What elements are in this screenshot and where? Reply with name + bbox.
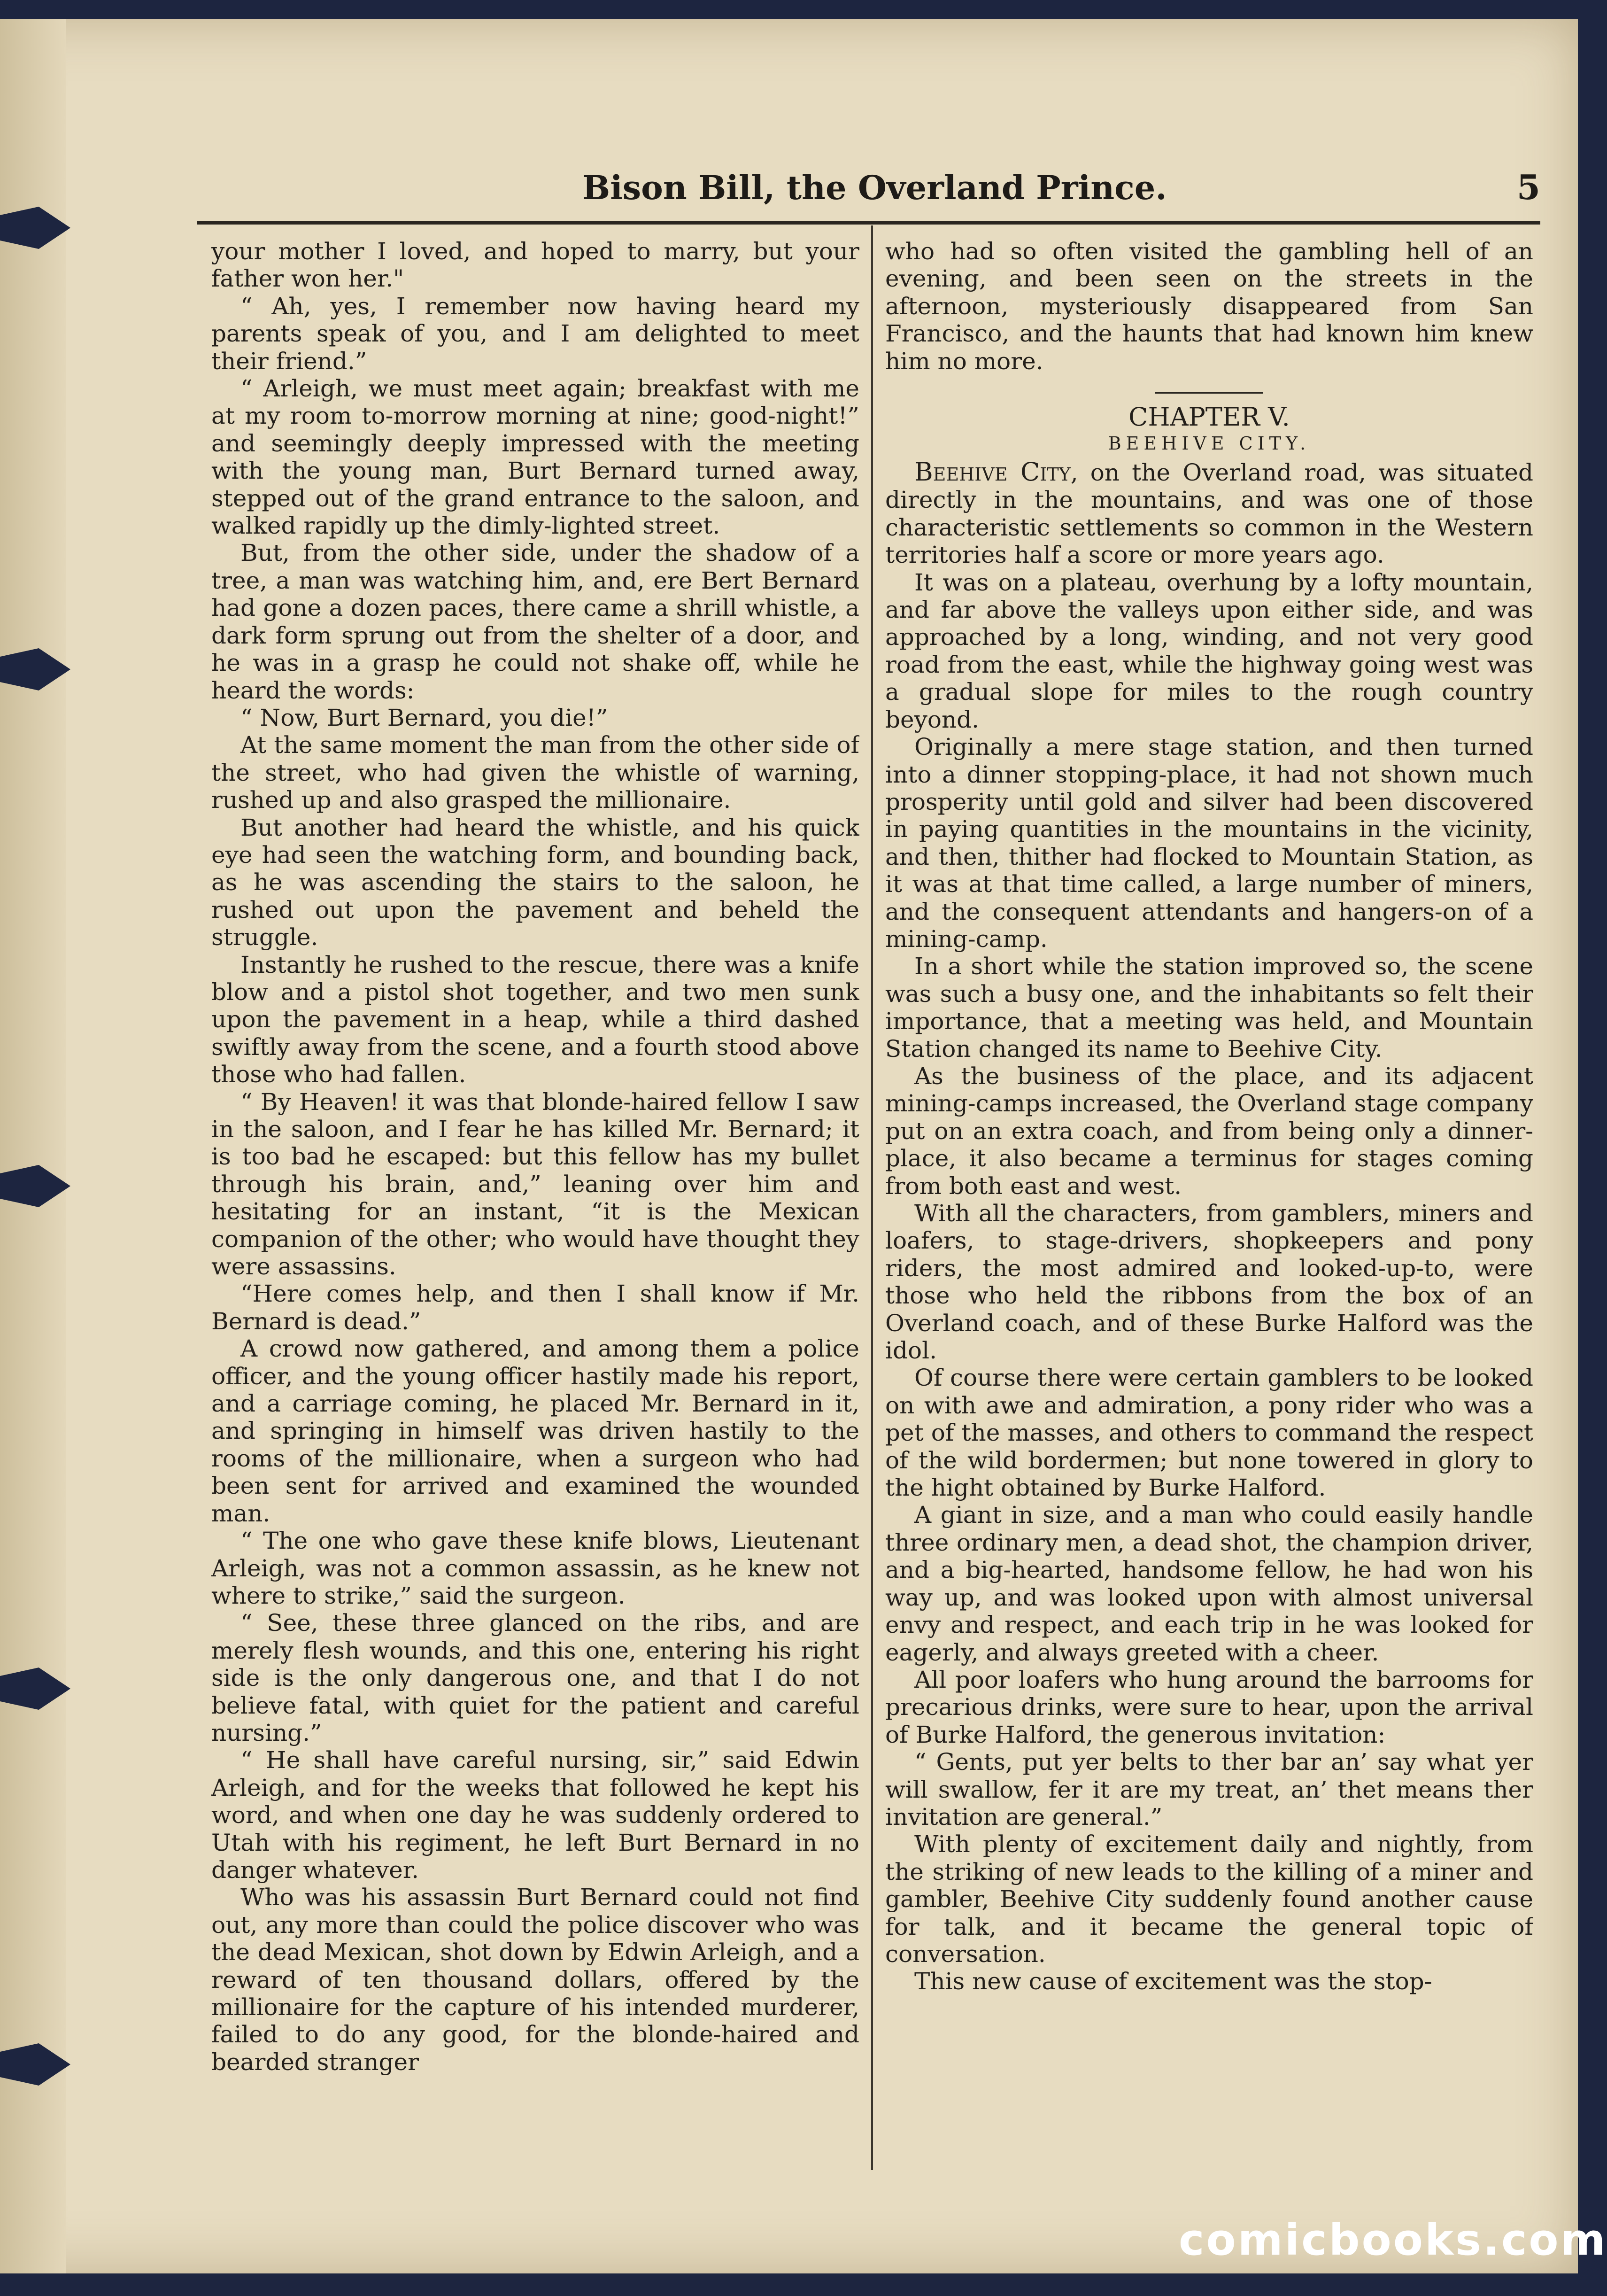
paragraph: “ Ah, yes, I remember now having heard my parents speak of you, and I am delighted to meet their friend.” bbox=[211, 292, 859, 375]
paragraph: A crowd now gathered, and among them a police officer, and the young officer hastily made his report, and a carriage coming, he placed Mr. Bernard in it, and springing in himself was driven hastily to the rooms of the millionaire, when a surgeon who had been sent for arrived and examined the wounded man. bbox=[211, 1335, 859, 1527]
paragraph: your mother I loved, and hoped to marry, but your father won her." bbox=[211, 238, 859, 293]
paragraph: But another had heard the whistle, and his quick eye had seen the watching form, and bounding back, as he was ascending the stairs to the saloon, he rushed out upon the pavement and beheld the struggle. bbox=[211, 814, 859, 951]
paragraph: All poor loafers who hung around the barrooms for precarious drinks, were sure to hear, upon the arrival of Burke Halford, the generous invitation: bbox=[885, 1666, 1533, 1748]
chapter-subtitle: BEEHIVE CITY. bbox=[1108, 433, 1311, 454]
paragraph: who had so often visited the gambling hell of an evening, and been seen on the streets in the afternoon, mysteriously disappeared from San Francisco, and the haunts that had known him knew him no more. bbox=[885, 238, 1533, 375]
page-number: 5 bbox=[1516, 167, 1540, 207]
paragraph: As the business of the place, and its adjacent mining-camps increased, the Overland stage company put on an extra coach, and from being only a dinner-place, it also became a terminus for stages coming from both east and west. bbox=[885, 1062, 1533, 1200]
opening-text: , on the Overland road, was situated directly in the mountains, and was one of those characteristic settlements so common in the Western territories half a score or more years ago. bbox=[885, 459, 1533, 569]
paragraph: Of course there were certain gamblers to be looked on with awe and admiration, a pony rider who was a pet of the masses, and others to command the respect of the wild bordermen; but none towered in glory to the hight obtained by Burke Halford. bbox=[885, 1364, 1533, 1502]
paragraph: Originally a mere stage station, and then turned into a dinner stopping-place, it had not shown much prosperity until gold and silver had been discovered in paying quantities in the mountains in the vicinity, and then, thither had flocked to Mountain Station, as it was at that time called, a large number of miners, and the consequent attendants and hangers-on of a mining-camp. bbox=[885, 733, 1533, 953]
paragraph: “ He shall have careful nursing, sir,” said Edwin Arleigh, and for the weeks that followed he kept his word, and when one day he was suddenly ordered to Utah with his regiment, he left Burt Bernard in no danger whatever. bbox=[211, 1746, 859, 1884]
paragraph: Who was his assassin Burt Bernard could not find out, any more than could the police discover who was the dead Mexican, shot down by Edwin Arleigh, and a reward of ten thousand dollars, offered by the millionaire for the capture of his intended murderer, failed to do any good, for the blonde-haired and bearded stranger bbox=[211, 1884, 859, 2076]
paragraph: “ See, these three glanced on the ribs, and are merely flesh wounds, and this one, entering his right side is the only dangerous one, and that I do not believe fatal, with quiet for the patient and careful nursing.” bbox=[211, 1609, 859, 1746]
running-header bbox=[197, 160, 1540, 225]
running-title: Bison Bill, the Overland Prince. bbox=[582, 168, 1167, 207]
paragraph: But, from the other side, under the shadow of a tree, a man was watching him, and, ere Bert Bernard had gone a dozen paces, there came a shrill whistle, a dark form sprung out from the shelter of a door, and he was in a grasp he could not shake off, while he heard the words: bbox=[211, 539, 859, 704]
right-text-column bbox=[885, 238, 1533, 2173]
paragraph: “ Arleigh, we must meet again; breakfast with me at my room to-morrow morning at nine; good-night!” and seemingly deeply impressed with the meeting with the young man, Burt Bernard turned away, stepped out of the grand entrance to the saloon, and walked rapidly up the dimly-lighted street. bbox=[211, 375, 859, 540]
paragraph: “ The one who gave these knife blows, Lieutenant Arleigh, was not a common assassin, as he knew not where to strike,” said the surgeon. bbox=[211, 1527, 859, 1609]
left-text-column bbox=[211, 238, 859, 2173]
chapter-title: CHAPTER V. bbox=[1128, 402, 1290, 432]
paragraph: Instantly he rushed to the rescue, there was a knife blow and a pistol shot together, and two men sunk upon the pavement in a heap, while a third dashed swiftly away from the scene, and a fourth stood above those who had fallen. bbox=[211, 951, 859, 1088]
paragraph: In a short while the station improved so, the scene was such a busy one, and the inhabitants so felt their importance, that a meeting was held, and Mountain Station changed its name to Beehive City. bbox=[885, 953, 1533, 1063]
paragraph: A giant in size, and a man who could easily handle three ordinary men, a dead shot, the champion driver, and a big-hearted, handsome fellow, he had won his way up, and was looked upon with almost universal envy and respect, and each trip in he was looked for eagerly, and always greeted with a cheer. bbox=[885, 1501, 1533, 1666]
chapter-rule bbox=[1155, 392, 1263, 394]
chapter-opening-paragraph bbox=[885, 458, 1533, 569]
paragraph: “ Now, Burt Bernard, you die!” bbox=[240, 704, 608, 731]
binding-margin bbox=[0, 19, 66, 2273]
paragraph: “ By Heaven! it was that blonde-haired fellow I saw in the saloon, and I fear he has killed Mr. Bernard; it is too bad he escaped: but this fellow has my bullet through his brain, and,” leaning over him and hesitating for an instant, “it is the Mexican companion of the other; who would have thought they were assassins. bbox=[211, 1088, 859, 1280]
paragraph: “ Gents, put yer belts to ther bar an’ say what yer will swallow, fer it are my treat, an’ thet means ther invitation are general.” bbox=[885, 1748, 1533, 1831]
column-divider bbox=[871, 225, 873, 2170]
paragraph: At the same moment the man from the other side of the street, who had given the whistle of warning, rushed up and also grasped the millionaire. bbox=[211, 731, 859, 814]
paragraph: With all the characters, from gamblers, miners and loafers, to stage-drivers, shopkeepers and pony riders, the most admired and looked-up-to, were those who held the ribbons from the box of an Overland coach, and of these Burke Halford was the idol. bbox=[885, 1200, 1533, 1365]
paragraph: It was on a plateau, overhung by a lofty mountain, and far above the valleys upon either side, and was approached by a long, winding, and not very good road from the east, while the highway going west was a gradual slope for miles to the rough country beyond. bbox=[885, 568, 1533, 733]
paragraph: With plenty of excitement daily and nightly, from the striking of new leads to the killing of a miner and gambler, Beehive City suddenly found another cause for talk, and it became the general topic of conversation. bbox=[885, 1831, 1533, 1968]
paragraph: “Here comes help, and then I shall know if Mr. Bernard is dead.” bbox=[211, 1280, 859, 1335]
site-watermark: comicbooks.com bbox=[1179, 2215, 1607, 2265]
paragraph: This new cause of excitement was the stop- bbox=[914, 1968, 1432, 1995]
opening-words: Beehive City bbox=[914, 457, 1071, 487]
